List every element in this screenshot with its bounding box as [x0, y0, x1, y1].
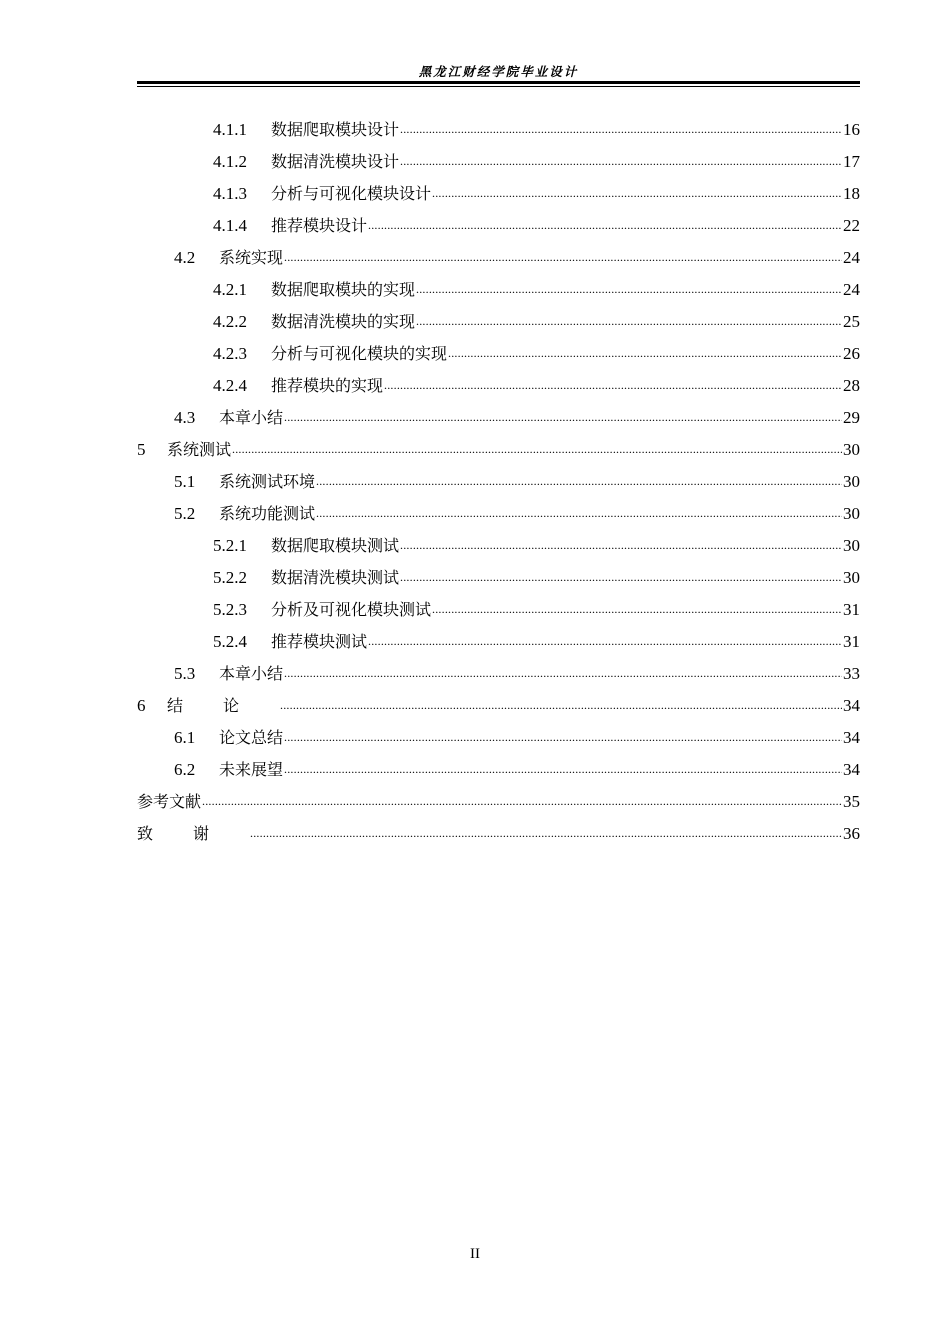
toc-entry-number: 4.2.3: [213, 344, 247, 363]
toc-entry[interactable]: [137, 530, 860, 562]
header-rule-thick: [137, 81, 860, 84]
toc-dot-leader: [284, 657, 842, 689]
toc-entry[interactable]: [137, 146, 860, 178]
toc-dot-leader: [284, 753, 842, 785]
toc-dot-leader: [400, 113, 842, 145]
toc-entry-number: 4.1.2: [213, 152, 247, 171]
toc-dot-leader: [400, 561, 842, 593]
toc-entry-number: 4.3: [174, 408, 196, 427]
toc-entry-number: 5.2.2: [213, 568, 247, 587]
toc-dot-leader: [284, 721, 842, 753]
toc-entry[interactable]: [137, 338, 860, 370]
toc-dot-leader: [416, 305, 842, 337]
toc-entry-title: 推荐模块设计: [271, 216, 368, 235]
toc-entry[interactable]: [137, 466, 860, 498]
toc-entry-page: 24: [843, 280, 860, 299]
toc-entry[interactable]: [137, 786, 860, 818]
toc-entry-number: 5.2.3: [213, 600, 247, 619]
toc-entry-page: 33: [843, 664, 860, 683]
toc-entry[interactable]: [137, 818, 860, 850]
toc-entry-page: 30: [843, 472, 860, 491]
toc-entry-page: 30: [843, 440, 860, 459]
toc-entry-page: 26: [843, 344, 860, 363]
toc-entry-title: 分析与可视化模块的实现: [271, 344, 448, 363]
toc-entry-page: 36: [843, 824, 860, 843]
toc-entry-page: 31: [843, 600, 860, 619]
toc-entry-title: 本章小结: [219, 664, 284, 683]
toc-entry[interactable]: [137, 370, 860, 402]
toc-entry-page: 35: [843, 792, 860, 811]
toc-entry[interactable]: [137, 594, 860, 626]
toc-entry-number: 4.2.2: [213, 312, 247, 331]
toc-entry-page: 28: [843, 376, 860, 395]
toc-entry-title: 致谢: [137, 824, 250, 843]
toc-entry-page: 34: [843, 728, 860, 747]
toc-dot-leader: [368, 625, 842, 657]
toc-entry-title: 数据清洗模块的实现: [271, 312, 416, 331]
toc-entry-number: 4.1.4: [213, 216, 247, 235]
toc-entry[interactable]: [137, 402, 860, 434]
toc-entry-title: 数据清洗模块设计: [271, 152, 400, 171]
toc-entry[interactable]: [137, 178, 860, 210]
toc-entry-page: 17: [843, 152, 860, 171]
toc-entry-number: 4.2: [174, 248, 196, 267]
toc-entry-title: 参考文献: [137, 792, 202, 811]
toc-entry-number: 4.2.1: [213, 280, 247, 299]
toc-entry-page: 30: [843, 504, 860, 523]
toc-dot-leader: [316, 465, 842, 497]
toc-dot-leader: [432, 593, 842, 625]
toc-dot-leader: [432, 177, 842, 209]
table-of-contents: [137, 114, 860, 850]
toc-dot-leader: [416, 273, 842, 305]
toc-entry[interactable]: [137, 658, 860, 690]
toc-entry-title: 系统功能测试: [219, 504, 316, 523]
toc-entry[interactable]: [137, 754, 860, 786]
toc-entry-page: 18: [843, 184, 860, 203]
toc-entry-title: 分析与可视化模块设计: [271, 184, 432, 203]
toc-entry-title: 系统测试环境: [219, 472, 316, 491]
toc-entry-title: 未来展望: [219, 760, 284, 779]
toc-entry-number: 4.2.4: [213, 376, 247, 395]
toc-dot-leader: [280, 689, 842, 721]
toc-dot-leader: [400, 145, 842, 177]
toc-dot-leader: [384, 369, 842, 401]
toc-entry[interactable]: [137, 562, 860, 594]
toc-entry-page: 34: [843, 760, 860, 779]
toc-entry-title: 系统实现: [219, 248, 284, 267]
toc-entry-number: 5.2: [174, 504, 196, 523]
toc-entry-page: 30: [843, 536, 860, 555]
toc-entry-page: 25: [843, 312, 860, 331]
toc-entry[interactable]: [137, 274, 860, 306]
toc-entry-title: 分析及可视化模块测试: [271, 600, 432, 619]
toc-entry-number: 6.2: [174, 760, 196, 779]
toc-entry[interactable]: [137, 626, 860, 658]
toc-entry-page: 29: [843, 408, 860, 427]
page-number: II: [470, 1246, 480, 1262]
toc-entry-title: 系统测试: [167, 440, 232, 459]
toc-entry-page: 24: [843, 248, 860, 267]
toc-entry-title: 本章小结: [219, 408, 284, 427]
toc-entry-page: 30: [843, 568, 860, 587]
running-header: 黑龙江财经学院毕业设计: [418, 64, 579, 79]
toc-dot-leader: [250, 817, 842, 849]
toc-entry-number: 5.3: [174, 664, 196, 683]
toc-entry-title: 数据爬取模块的实现: [271, 280, 416, 299]
toc-dot-leader: [400, 529, 842, 561]
toc-entry-number: 6.1: [174, 728, 196, 747]
toc-entry[interactable]: [137, 114, 860, 146]
toc-dot-leader: [202, 785, 842, 817]
toc-entry-number: 5.2.1: [213, 536, 247, 555]
toc-entry-title: 数据清洗模块测试: [271, 568, 400, 587]
toc-entry-title: 推荐模块测试: [271, 632, 368, 651]
toc-entry-number: 6: [137, 696, 146, 715]
toc-dot-leader: [284, 401, 842, 433]
toc-entry-page: 16: [843, 120, 860, 139]
toc-entry[interactable]: [137, 210, 860, 242]
toc-entry-number: 5.1: [174, 472, 196, 491]
toc-entry-title: 数据爬取模块设计: [271, 120, 400, 139]
toc-entry-title: 数据爬取模块测试: [271, 536, 400, 555]
toc-entry[interactable]: [137, 306, 860, 338]
toc-entry-page: 31: [843, 632, 860, 651]
toc-entry-page: 34: [843, 696, 860, 715]
toc-entry-number: 4.1.3: [213, 184, 247, 203]
toc-entry-number: 5: [137, 440, 146, 459]
toc-entry-number: 4.1.1: [213, 120, 247, 139]
toc-entry[interactable]: [137, 690, 860, 722]
toc-entry[interactable]: [137, 722, 860, 754]
toc-entry[interactable]: [137, 242, 860, 274]
toc-entry[interactable]: [137, 434, 860, 466]
toc-dot-leader: [284, 241, 842, 273]
toc-dot-leader: [232, 433, 842, 465]
toc-entry-title: 推荐模块的实现: [271, 376, 384, 395]
toc-dot-leader: [448, 337, 842, 369]
toc-dot-leader: [368, 209, 842, 241]
toc-entry-title: 论文总结: [219, 728, 284, 747]
toc-entry[interactable]: [137, 498, 860, 530]
toc-entry-title: 结论: [167, 696, 280, 715]
header-rule-thin: [137, 86, 860, 87]
toc-dot-leader: [316, 497, 842, 529]
toc-entry-number: 5.2.4: [213, 632, 247, 651]
toc-entry-page: 22: [843, 216, 860, 235]
